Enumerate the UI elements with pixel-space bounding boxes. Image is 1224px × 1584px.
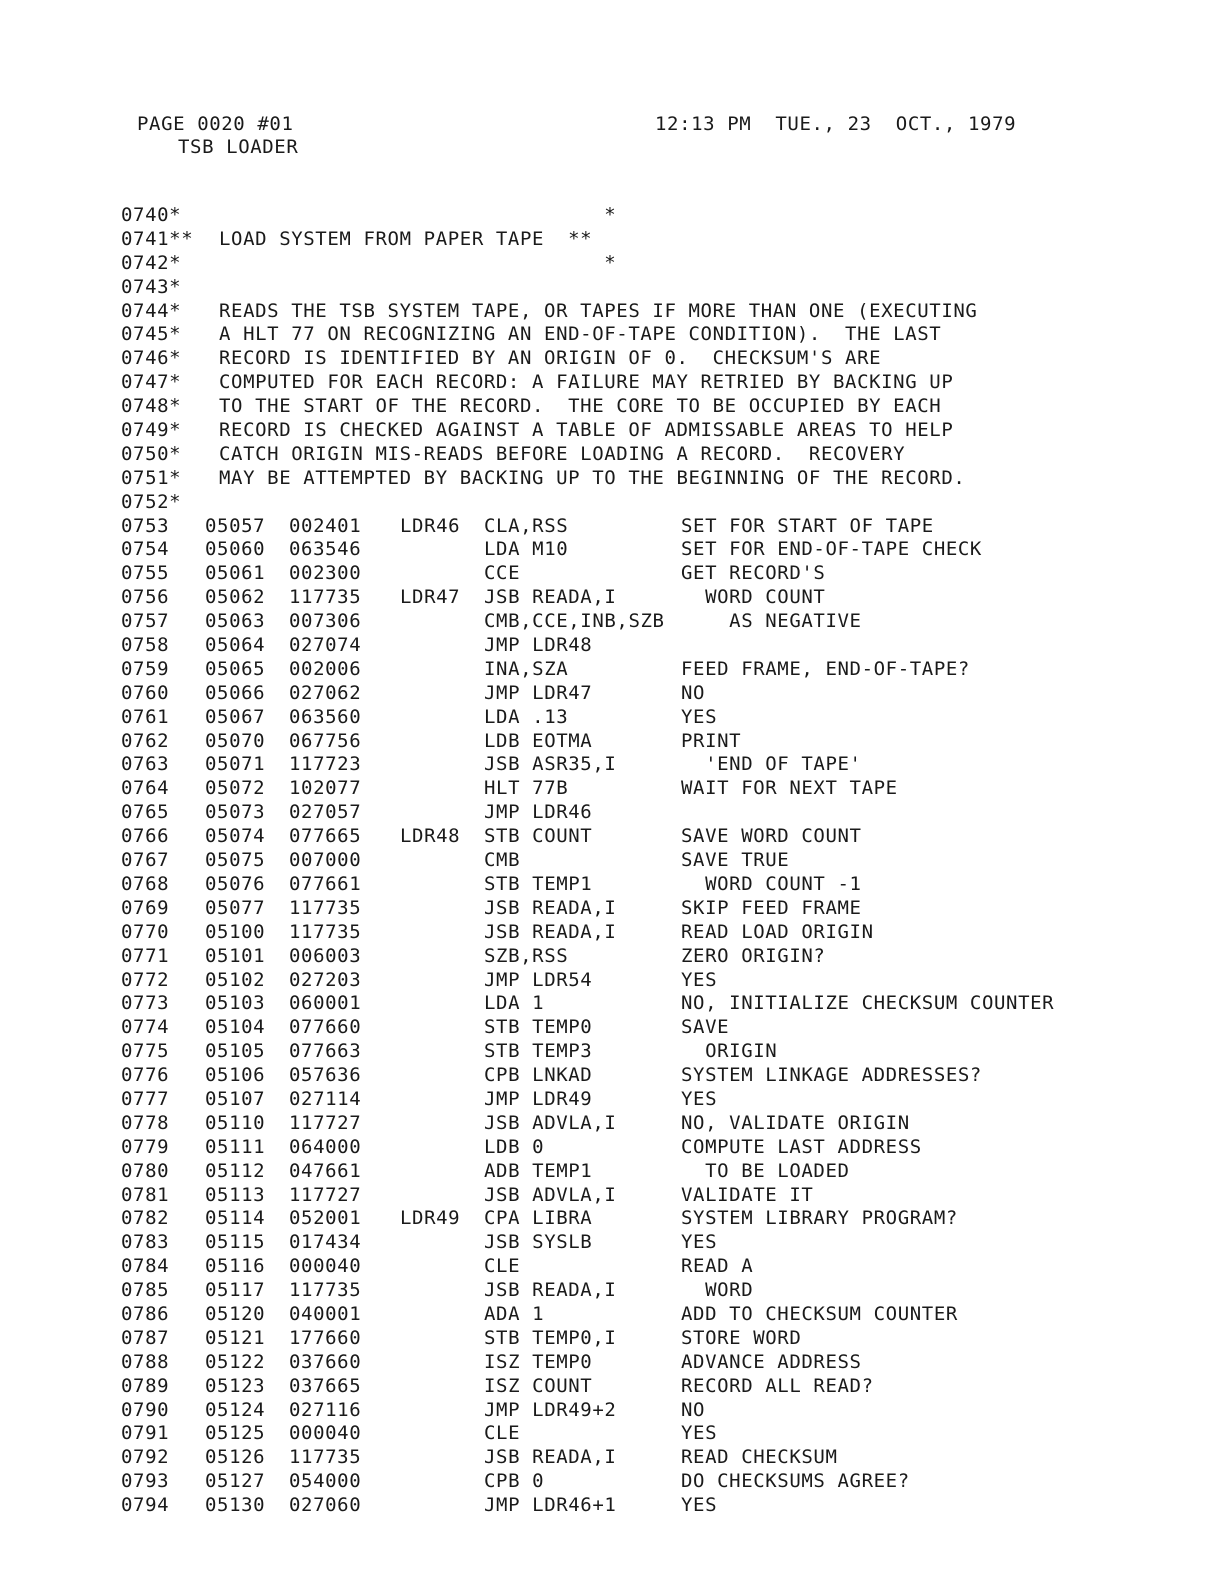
code-line xyxy=(121,658,1201,682)
object-code: 077665 xyxy=(289,825,362,848)
instruction: CLA,RSS xyxy=(484,514,569,537)
instruction: JSB ADVLA,I xyxy=(484,1111,617,1134)
comment-line xyxy=(121,419,1201,443)
label: LDR49 xyxy=(400,1207,461,1230)
line-number: 0776 xyxy=(121,1064,170,1087)
code-line xyxy=(121,562,1201,586)
line-number: 0770 xyxy=(121,920,170,943)
code-line xyxy=(121,921,1201,945)
code-comment: YES xyxy=(681,1087,718,1110)
code-comment: GET RECORD'S xyxy=(681,562,826,585)
line-number: 0760 xyxy=(121,681,170,704)
line-number: 0789 xyxy=(121,1374,170,1397)
instruction: STB TEMP1 xyxy=(484,872,593,895)
code-comment: SYSTEM LIBRARY PROGRAM? xyxy=(681,1207,958,1230)
instruction: CLE xyxy=(484,1422,521,1445)
instruction: ISZ COUNT xyxy=(484,1374,593,1397)
memory-address: 05110 xyxy=(205,1111,266,1134)
line-number: 0746* xyxy=(121,347,182,370)
instruction: STB TEMP0 xyxy=(484,1016,593,1039)
object-code: 027114 xyxy=(289,1087,362,1110)
object-code: 002401 xyxy=(289,514,362,537)
line-number: 0765 xyxy=(121,801,170,824)
comment-text: RECORD IS CHECKED AGAINST A TABLE OF ADMISSABLE AREAS TO HELP xyxy=(219,419,954,442)
code-comment: ORIGIN xyxy=(681,1040,778,1063)
line-number: 0751* xyxy=(121,466,182,489)
instruction: LDA M10 xyxy=(484,538,569,561)
instruction: HLT 77B xyxy=(484,777,569,800)
instruction: LDB 0 xyxy=(484,1135,545,1158)
comment-text: * xyxy=(219,204,617,226)
object-code: 017434 xyxy=(289,1231,362,1254)
line-number: 0783 xyxy=(121,1231,170,1254)
code-comment: ADD TO CHECKSUM COUNTER xyxy=(681,1302,958,1325)
assembly-listing xyxy=(121,204,1201,1518)
code-comment: NO, VALIDATE ORIGIN xyxy=(681,1111,910,1134)
comment-text: TO THE START OF THE RECORD. THE CORE TO BE OCCUPIED BY EACH xyxy=(219,395,942,418)
object-code: 027057 xyxy=(289,801,362,824)
line-number: 0752* xyxy=(121,490,182,513)
instruction: JSB READA,I xyxy=(484,896,617,919)
code-line xyxy=(121,1399,1201,1423)
instruction: JSB READA,I xyxy=(484,1279,617,1302)
line-number: 0782 xyxy=(121,1207,170,1230)
memory-address: 05077 xyxy=(205,896,266,919)
instruction: INA,SZA xyxy=(484,657,569,680)
instruction: LDB EOTMA xyxy=(484,729,593,752)
line-number: 0787 xyxy=(121,1326,170,1349)
code-comment: SET FOR END-OF-TAPE CHECK xyxy=(681,538,982,561)
instruction: STB COUNT xyxy=(484,825,593,848)
code-line xyxy=(121,1375,1201,1399)
memory-address: 05111 xyxy=(205,1135,266,1158)
code-line xyxy=(121,1279,1201,1303)
code-comment: SYSTEM LINKAGE ADDRESSES? xyxy=(681,1064,982,1087)
memory-address: 05072 xyxy=(205,777,266,800)
code-line xyxy=(121,1016,1201,1040)
code-comment: VALIDATE IT xyxy=(681,1183,814,1206)
object-code: 027062 xyxy=(289,681,362,704)
line-number: 0785 xyxy=(121,1279,170,1302)
line-number: 0744* xyxy=(121,299,182,322)
instruction: JSB ASR35,I xyxy=(484,753,617,776)
code-line xyxy=(121,753,1201,777)
memory-address: 05113 xyxy=(205,1183,266,1206)
line-number: 0743* xyxy=(121,275,182,298)
object-code: 117735 xyxy=(289,1446,362,1469)
instruction: JMP LDR46+1 xyxy=(484,1494,617,1517)
instruction: CPA LIBRA xyxy=(484,1207,593,1230)
object-code: 006003 xyxy=(289,944,362,967)
code-line xyxy=(121,1184,1201,1208)
code-comment: YES xyxy=(681,705,718,728)
instruction: LDA 1 xyxy=(484,992,545,1015)
code-line xyxy=(121,945,1201,969)
object-code: 177660 xyxy=(289,1326,362,1349)
line-number: 0790 xyxy=(121,1398,170,1421)
object-code: 063560 xyxy=(289,705,362,728)
line-number: 0747* xyxy=(121,371,182,394)
line-number: 0745* xyxy=(121,323,182,346)
code-line xyxy=(121,992,1201,1016)
code-comment: RECORD ALL READ? xyxy=(681,1374,874,1397)
code-line xyxy=(121,1064,1201,1088)
code-line xyxy=(121,1160,1201,1184)
object-code: 060001 xyxy=(289,992,362,1015)
comment-line xyxy=(121,204,1201,228)
object-code: 007000 xyxy=(289,849,362,872)
code-line xyxy=(121,1327,1201,1351)
line-number: 0741** xyxy=(121,227,194,250)
instruction: JMP LDR47 xyxy=(484,681,593,704)
memory-address: 05063 xyxy=(205,610,266,633)
label: LDR47 xyxy=(400,586,461,609)
instruction: JMP LDR49+2 xyxy=(484,1398,617,1421)
memory-address: 05106 xyxy=(205,1064,266,1087)
code-comment: READ LOAD ORIGIN xyxy=(681,920,874,943)
code-line xyxy=(121,1494,1201,1518)
comment-line xyxy=(121,347,1201,371)
object-code: 027074 xyxy=(289,634,362,657)
memory-address: 05120 xyxy=(205,1302,266,1325)
line-number: 0780 xyxy=(121,1159,170,1182)
instruction: CPB LNKAD xyxy=(484,1064,593,1087)
code-comment: AS NEGATIVE xyxy=(681,610,862,633)
code-comment: SKIP FEED FRAME xyxy=(681,896,862,919)
line-number: 0763 xyxy=(121,753,170,776)
code-comment: WORD COUNT xyxy=(681,586,826,609)
instruction: STB TEMP0,I xyxy=(484,1326,617,1349)
comment-text: READS THE TSB SYSTEM TAPE, OR TAPES IF MORE THAN ONE (EXECUTING xyxy=(219,299,978,322)
comment-line xyxy=(121,371,1201,395)
memory-address: 05073 xyxy=(205,801,266,824)
instruction: CMB,CCE,INB,SZB xyxy=(484,610,665,633)
code-comment: SAVE xyxy=(681,1016,730,1039)
memory-address: 05105 xyxy=(205,1040,266,1063)
code-line xyxy=(121,897,1201,921)
code-comment: NO, INITIALIZE CHECKSUM COUNTER xyxy=(681,992,1055,1015)
memory-address: 05121 xyxy=(205,1326,266,1349)
code-comment: PRINT xyxy=(681,729,742,752)
line-number: 0766 xyxy=(121,825,170,848)
instruction: CMB xyxy=(484,849,521,872)
code-line xyxy=(121,634,1201,658)
line-number: 0775 xyxy=(121,1040,170,1063)
code-comment: STORE WORD xyxy=(681,1326,802,1349)
object-code: 067756 xyxy=(289,729,362,752)
memory-address: 05075 xyxy=(205,849,266,872)
code-line xyxy=(121,515,1201,539)
code-comment: WAIT FOR NEXT TAPE xyxy=(681,777,898,800)
page-number: PAGE 0020 #01 xyxy=(137,113,294,135)
line-number: 0754 xyxy=(121,538,170,561)
comment-line xyxy=(121,323,1201,347)
instruction: JMP LDR49 xyxy=(484,1087,593,1110)
code-line xyxy=(121,825,1201,849)
code-line xyxy=(121,1446,1201,1470)
memory-address: 05130 xyxy=(205,1494,266,1517)
code-line xyxy=(121,706,1201,730)
code-line xyxy=(121,1112,1201,1136)
instruction: JMP LDR48 xyxy=(484,634,593,657)
memory-address: 05124 xyxy=(205,1398,266,1421)
object-code: 117727 xyxy=(289,1111,362,1134)
code-line xyxy=(121,1040,1201,1064)
instruction: CLE xyxy=(484,1255,521,1278)
object-code: 000040 xyxy=(289,1422,362,1445)
memory-address: 05065 xyxy=(205,657,266,680)
object-code: 077660 xyxy=(289,1016,362,1039)
instruction: ADA 1 xyxy=(484,1302,545,1325)
memory-address: 05061 xyxy=(205,562,266,585)
object-code: 000040 xyxy=(289,1255,362,1278)
instruction: SZB,RSS xyxy=(484,944,569,967)
comment-text: A HLT 77 ON RECOGNIZING AN END-OF-TAPE CONDITION). THE LAST xyxy=(219,323,942,346)
line-number: 0794 xyxy=(121,1494,170,1517)
memory-address: 05100 xyxy=(205,920,266,943)
line-number: 0749* xyxy=(121,419,182,442)
code-line xyxy=(121,586,1201,610)
code-comment: SAVE TRUE xyxy=(681,849,790,872)
comment-line xyxy=(121,300,1201,324)
object-code: 117723 xyxy=(289,753,362,776)
comment-text: RECORD IS IDENTIFIED BY AN ORIGIN OF 0. CHECKSUM'S ARE xyxy=(219,347,882,370)
code-comment: NO xyxy=(681,681,706,704)
memory-address: 05112 xyxy=(205,1159,266,1182)
line-number: 0773 xyxy=(121,992,170,1015)
line-number: 0750* xyxy=(121,442,182,465)
code-comment: TO BE LOADED xyxy=(681,1159,850,1182)
line-number: 0762 xyxy=(121,729,170,752)
memory-address: 05064 xyxy=(205,634,266,657)
line-number: 0767 xyxy=(121,849,170,872)
code-line xyxy=(121,1207,1201,1231)
memory-address: 05066 xyxy=(205,681,266,704)
memory-address: 05125 xyxy=(205,1422,266,1445)
code-line xyxy=(121,1303,1201,1327)
line-number: 0774 xyxy=(121,1016,170,1039)
memory-address: 05062 xyxy=(205,586,266,609)
comment-text: MAY BE ATTEMPTED BY BACKING UP TO THE BEGINNING OF THE RECORD. xyxy=(219,466,966,489)
code-comment: YES xyxy=(681,1422,718,1445)
object-code: 040001 xyxy=(289,1302,362,1325)
code-comment: ADVANCE ADDRESS xyxy=(681,1350,862,1373)
memory-address: 05117 xyxy=(205,1279,266,1302)
object-code: 063546 xyxy=(289,538,362,561)
line-number: 0777 xyxy=(121,1087,170,1110)
line-number: 0788 xyxy=(121,1350,170,1373)
object-code: 054000 xyxy=(289,1470,362,1493)
comment-line xyxy=(121,228,1201,252)
memory-address: 05115 xyxy=(205,1231,266,1254)
code-comment: YES xyxy=(681,1231,718,1254)
code-comment: COMPUTE LAST ADDRESS xyxy=(681,1135,922,1158)
object-code: 117727 xyxy=(289,1183,362,1206)
object-code: 037660 xyxy=(289,1350,362,1373)
object-code: 037665 xyxy=(289,1374,362,1397)
memory-address: 05127 xyxy=(205,1470,266,1493)
code-line xyxy=(121,1422,1201,1446)
label: LDR48 xyxy=(400,825,461,848)
comment-line xyxy=(121,276,1201,300)
memory-address: 05104 xyxy=(205,1016,266,1039)
line-number: 0758 xyxy=(121,634,170,657)
object-code: 002006 xyxy=(289,657,362,680)
code-line xyxy=(121,1255,1201,1279)
comment-text: LOAD SYSTEM FROM PAPER TAPE ** xyxy=(219,227,593,250)
code-line xyxy=(121,682,1201,706)
comment-line xyxy=(121,491,1201,515)
memory-address: 05067 xyxy=(205,705,266,728)
line-number: 0755 xyxy=(121,562,170,585)
code-line xyxy=(121,1470,1201,1494)
line-number: 0778 xyxy=(121,1111,170,1134)
code-line xyxy=(121,610,1201,634)
line-number: 0772 xyxy=(121,968,170,991)
line-number: 0764 xyxy=(121,777,170,800)
comment-line xyxy=(121,395,1201,419)
comment-text: COMPUTED FOR EACH RECORD: A FAILURE MAY RETRIED BY BACKING UP xyxy=(219,371,954,394)
code-line xyxy=(121,538,1201,562)
memory-address: 05060 xyxy=(205,538,266,561)
memory-address: 05123 xyxy=(205,1374,266,1397)
memory-address: 05114 xyxy=(205,1207,266,1230)
code-line xyxy=(121,801,1201,825)
memory-address: 05070 xyxy=(205,729,266,752)
memory-address: 05076 xyxy=(205,872,266,895)
line-number: 0779 xyxy=(121,1135,170,1158)
instruction: CPB 0 xyxy=(484,1470,545,1493)
line-number: 0742* xyxy=(121,251,182,274)
instruction: CCE xyxy=(484,562,521,585)
line-number: 0753 xyxy=(121,514,170,537)
line-number: 0793 xyxy=(121,1470,170,1493)
line-number: 0740* xyxy=(121,204,182,226)
object-code: 007306 xyxy=(289,610,362,633)
code-comment: DO CHECKSUMS AGREE? xyxy=(681,1470,910,1493)
instruction: STB TEMP3 xyxy=(484,1040,593,1063)
line-number: 0769 xyxy=(121,896,170,919)
object-code: 027116 xyxy=(289,1398,362,1421)
code-line xyxy=(121,777,1201,801)
instruction: LDA .13 xyxy=(484,705,569,728)
code-comment: YES xyxy=(681,968,718,991)
line-number: 0756 xyxy=(121,586,170,609)
line-number: 0757 xyxy=(121,610,170,633)
code-comment: WORD COUNT -1 xyxy=(681,872,862,895)
line-number: 0768 xyxy=(121,872,170,895)
instruction: ADB TEMP1 xyxy=(484,1159,593,1182)
code-comment: SET FOR START OF TAPE xyxy=(681,514,934,537)
code-comment: ZERO ORIGIN? xyxy=(681,944,826,967)
code-line xyxy=(121,1088,1201,1112)
memory-address: 05071 xyxy=(205,753,266,776)
line-number: 0791 xyxy=(121,1422,170,1445)
object-code: 027060 xyxy=(289,1494,362,1517)
code-comment: 'END OF TAPE' xyxy=(681,753,862,776)
code-comment: WORD xyxy=(681,1279,754,1302)
code-comment: READ A xyxy=(681,1255,754,1278)
instruction: JSB SYSLB xyxy=(484,1231,593,1254)
line-number: 0748* xyxy=(121,395,182,418)
code-comment: FEED FRAME, END-OF-TAPE? xyxy=(681,657,970,680)
memory-address: 05074 xyxy=(205,825,266,848)
code-comment: YES xyxy=(681,1494,718,1517)
line-number: 0786 xyxy=(121,1302,170,1325)
code-comment: READ CHECKSUM xyxy=(681,1446,838,1469)
line-number: 0784 xyxy=(121,1255,170,1278)
comment-line xyxy=(121,467,1201,491)
object-code: 102077 xyxy=(289,777,362,800)
listing-title: TSB LOADER xyxy=(178,136,299,158)
object-code: 052001 xyxy=(289,1207,362,1230)
object-code: 027203 xyxy=(289,968,362,991)
memory-address: 05122 xyxy=(205,1350,266,1373)
comment-line xyxy=(121,443,1201,467)
code-line xyxy=(121,1231,1201,1255)
instruction: JSB READA,I xyxy=(484,920,617,943)
object-code: 117735 xyxy=(289,896,362,919)
code-line xyxy=(121,873,1201,897)
code-comment: NO xyxy=(681,1398,706,1421)
comment-text: * xyxy=(219,251,617,274)
comment-text: CATCH ORIGIN MIS-READS BEFORE LOADING A RECORD. RECOVERY xyxy=(219,442,906,465)
instruction: JSB READA,I xyxy=(484,586,617,609)
print-datetime: 12:13 PM TUE., 23 OCT., 1979 xyxy=(655,113,1017,135)
code-line xyxy=(121,1136,1201,1160)
memory-address: 05116 xyxy=(205,1255,266,1278)
object-code: 047661 xyxy=(289,1159,362,1182)
comment-line xyxy=(121,252,1201,276)
code-line xyxy=(121,849,1201,873)
instruction: JSB READA,I xyxy=(484,1446,617,1469)
memory-address: 05126 xyxy=(205,1446,266,1469)
object-code: 002300 xyxy=(289,562,362,585)
object-code: 077661 xyxy=(289,872,362,895)
code-line xyxy=(121,730,1201,754)
code-comment: SAVE WORD COUNT xyxy=(681,825,862,848)
line-number: 0761 xyxy=(121,705,170,728)
object-code: 117735 xyxy=(289,586,362,609)
memory-address: 05101 xyxy=(205,944,266,967)
object-code: 117735 xyxy=(289,920,362,943)
object-code: 057636 xyxy=(289,1064,362,1087)
memory-address: 05057 xyxy=(205,514,266,537)
object-code: 077663 xyxy=(289,1040,362,1063)
line-number: 0759 xyxy=(121,657,170,680)
line-number: 0771 xyxy=(121,944,170,967)
line-number: 0792 xyxy=(121,1446,170,1469)
code-line xyxy=(121,1351,1201,1375)
instruction: JMP LDR46 xyxy=(484,801,593,824)
instruction: JMP LDR54 xyxy=(484,968,593,991)
label: LDR46 xyxy=(400,514,461,537)
object-code: 117735 xyxy=(289,1279,362,1302)
line-number: 0781 xyxy=(121,1183,170,1206)
instruction: JSB ADVLA,I xyxy=(484,1183,617,1206)
memory-address: 05102 xyxy=(205,968,266,991)
memory-address: 05103 xyxy=(205,992,266,1015)
memory-address: 05107 xyxy=(205,1087,266,1110)
object-code: 064000 xyxy=(289,1135,362,1158)
code-line xyxy=(121,969,1201,993)
instruction: ISZ TEMP0 xyxy=(484,1350,593,1373)
